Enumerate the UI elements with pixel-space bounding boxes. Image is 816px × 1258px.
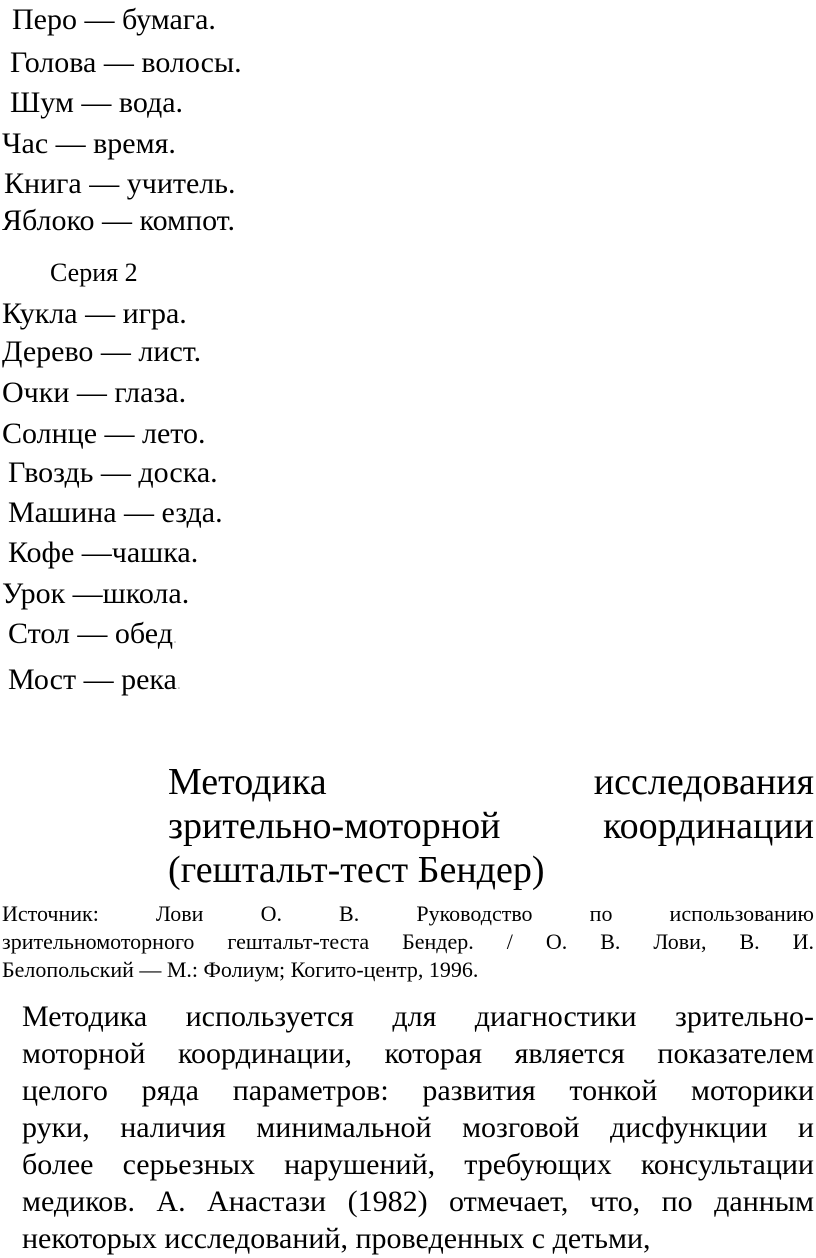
trailing-dot: . <box>172 630 177 647</box>
trailing-dot: . <box>176 676 181 693</box>
heading-line: (гештальт-тест Бендер) <box>168 849 545 891</box>
body-line: медиков. А. Анастази (1982) отмечает, что, по данным <box>22 1185 814 1218</box>
body-line: руки, наличия минимальной мозговой дисфункции и <box>22 1111 814 1144</box>
word-pair: Яблоко — компот. <box>2 204 236 237</box>
word-pair: Час — время. <box>2 127 176 160</box>
word-pair-text: Мост — река <box>8 663 177 696</box>
body-line: более серьезных нарушений, требующих консультации <box>22 1148 814 1181</box>
heading-line: зрительно-моторной координации <box>168 805 814 847</box>
word-pair: Перо — бумага. <box>12 3 216 36</box>
source-line: Белопольский — М.: Фолиум; Когито-центр, 1996. <box>2 957 479 982</box>
word-pair: Кукла — игра. <box>2 297 187 330</box>
word-pair: Кофе —чашка. <box>8 536 199 569</box>
word-pair: Голова — волосы. <box>10 46 242 79</box>
word-pair: Урок —школа. <box>2 577 190 610</box>
word-pair <box>8 662 181 703</box>
word-pair: Гвоздь — доска. <box>8 456 218 489</box>
body-line: целого ряда параметров: развития тонкой моторики <box>22 1074 814 1107</box>
word-pair: Дерево — лист. <box>2 335 202 368</box>
word-pair: Книга — учитель. <box>4 167 236 200</box>
word-pair: Шум — вода. <box>10 86 184 119</box>
word-pair <box>8 616 177 657</box>
body-line: Методика используется для диагностики зрительно- <box>22 1000 814 1033</box>
source-line: зрительномоторного гештальт-теста Бендер. / О. В. Лови, В. И. <box>2 929 814 954</box>
heading-line: Методика исследования <box>168 761 814 803</box>
body-line: моторной координации, которая является показателем <box>22 1037 814 1070</box>
word-pair-text: Стол — обед <box>8 617 173 650</box>
word-pair: Очки — глаза. <box>2 376 187 409</box>
word-pair: Солнце — лето. <box>2 417 206 450</box>
word-pair: Машина — езда. <box>8 496 223 529</box>
source-line: Источник: Лови О. В. Руководство по использованию <box>2 901 814 926</box>
body-line: некоторых исследований, проведенных с детьми, <box>22 1222 651 1255</box>
section-heading <box>168 760 814 892</box>
body-paragraph <box>22 998 814 1257</box>
source-citation <box>2 900 814 984</box>
series-label: Серия 2 <box>50 258 138 287</box>
